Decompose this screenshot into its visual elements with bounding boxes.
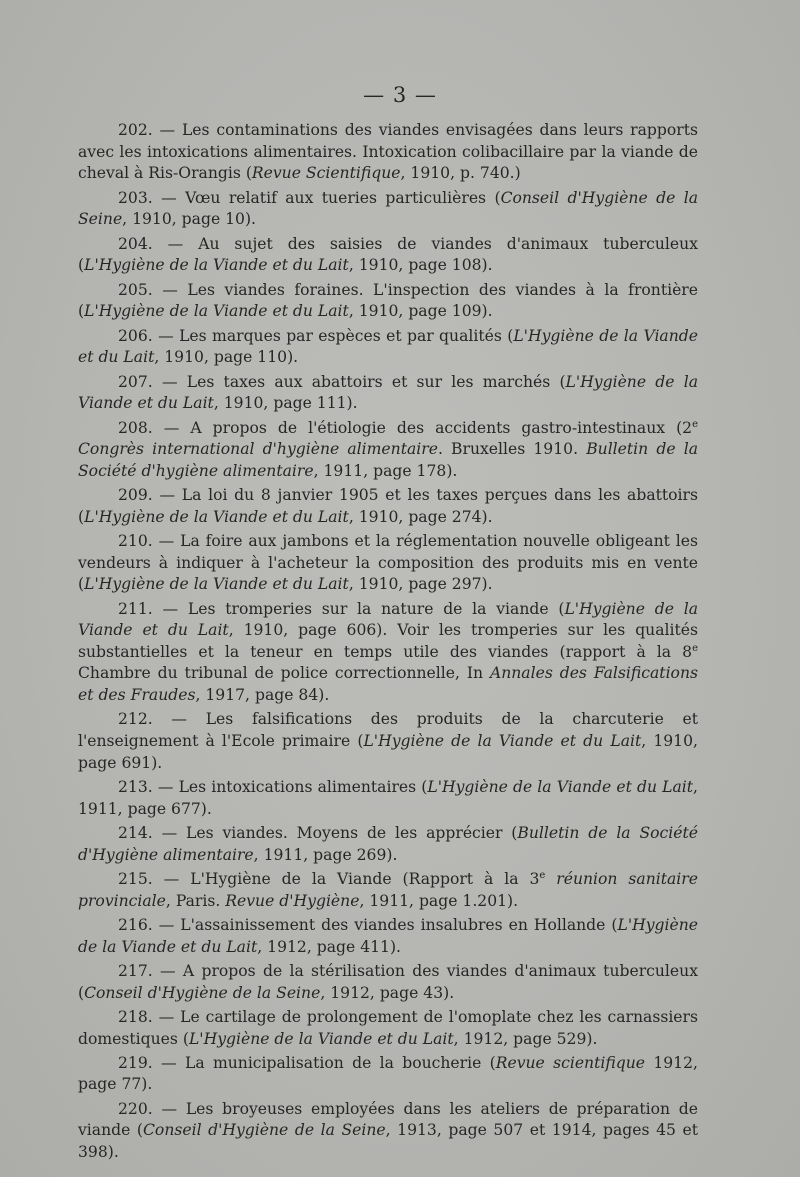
bibliography-entry — [78, 120, 698, 185]
entry-text: — Les marques par espèces et par qualités ( — [152, 326, 514, 345]
entry-text: , 1910, page 108). — [348, 256, 493, 275]
entry-text: — Au sujet des saisies de viandes d'animaux tuberculeux ( — [78, 234, 698, 275]
bibliography-entry — [78, 961, 698, 1004]
entry-number: 210. — [118, 532, 153, 551]
bibliography-entry — [78, 234, 698, 277]
entry-text: — Les viandes foraines. L'inspection des viandes à la frontière ( — [78, 280, 698, 321]
bibliography-entry — [78, 823, 698, 866]
entry-text: — Les taxes aux abattoirs et sur les marchés ( — [152, 372, 566, 391]
entry-number: 209. — [118, 486, 153, 505]
entry-source-title: Conseil d'Hygiène de la Seine — [78, 188, 698, 229]
bibliography-entry — [78, 485, 698, 528]
entry-text: — La municipalisation de la boucherie ( — [152, 1053, 496, 1072]
entry-text: — Les contaminations des viandes envisagées dans leurs rapports avec les intoxications alimentaires. Intoxication colibacillaire par la viande de cheval à Ris-Orangis ( — [78, 121, 698, 183]
entry-text: — Le cartilage de prolongement de l'omoplate chez les carnassiers domestiques ( — [78, 1007, 698, 1048]
entry-source-title: L'Hygiène de la Viande et du Lait — [84, 575, 349, 594]
entry-number: 215. — [118, 869, 153, 888]
entry-text: . Bruxelles 1910. — [437, 440, 587, 459]
entry-source-title: Annales des Falsifications et des Fraudes — [78, 664, 698, 705]
entry-number: 202. — [118, 121, 153, 139]
entry-text: — L'Hygiène de la Viande (Rapport à la 3 — [152, 869, 540, 888]
entry-source-title: L'Hygiène de la Viande et du Lait — [78, 372, 698, 413]
entry-source-title: Revue d'Hygiène — [225, 891, 360, 910]
entry-text: , 1910, p. 740.) — [400, 164, 521, 183]
entry-text: , 1910, page 691). — [78, 732, 698, 772]
entry-text: , 1911, page 1.201). — [359, 891, 519, 910]
bibliography-entry — [78, 531, 698, 596]
entry-source-title: L'Hygiène de la Viande et du Lait — [78, 915, 698, 956]
entry-text: — Les broyeuses employées dans les ateliers de préparation de viande ( — [78, 1099, 698, 1140]
bibliography-list — [78, 120, 698, 1166]
entry-text: , 1912, page 411). — [257, 937, 401, 956]
bibliography-entry — [78, 372, 698, 415]
entry-text: , 1910, page 110). — [154, 348, 299, 367]
entry-source-title: Conseil d'Hygiène de la Seine — [143, 1121, 386, 1140]
entry-source-title: L'Hygiène de la Viande et du Lait — [363, 732, 642, 750]
entry-text: 1912, page 77). — [78, 1053, 698, 1094]
entry-source-title: Revue Scientifique — [251, 164, 401, 183]
entry-text: — A propos de l'étiologie des accidents gastro-intestinaux (2 — [152, 418, 693, 437]
entry-number: 213. — [118, 777, 153, 796]
entry-text: , 1910, page 606). Voir les tromperies sur les qualités substantielles et la teneur en temps utile des viandes (rapport à la 8 — [78, 621, 698, 661]
entry-text: — Vœu relatif aux tueries particulières ( — [152, 188, 501, 207]
entry-superscript: e — [692, 642, 698, 654]
entry-text — [545, 870, 556, 888]
entry-source-title: L'Hygiène de la Viande et du Lait — [78, 599, 698, 640]
entry-number: 214. — [118, 823, 153, 842]
entry-number: 217. — [118, 961, 153, 980]
entry-text: , 1913, page 507 et 1914, pages 45 et 398). — [78, 1121, 698, 1162]
entry-text: , 1912, page 43). — [320, 983, 455, 1002]
entry-source-title: Bulletin de la Société d'Hygiène alimentaire — [78, 823, 698, 864]
entry-source-title: L'Hygiène de la Viande et du Lait — [78, 326, 698, 367]
bibliography-entry — [78, 326, 698, 369]
entry-number: 203. — [118, 188, 153, 207]
bibliography-entry — [78, 188, 698, 231]
bibliography-entry — [78, 418, 698, 483]
page-number: — 3 — — [363, 83, 437, 107]
entry-text: Chambre du tribunal de police correctionnelle, In — [78, 664, 490, 683]
entry-source-title: Bulletin de la Société d'hygiène alimentaire — [78, 440, 698, 480]
entry-source-title: Revue scientifique — [495, 1053, 646, 1072]
entry-number: 211. — [118, 599, 153, 618]
entry-text: , 1912, page 529). — [453, 1029, 598, 1048]
entry-text: , 1910, page 10). — [122, 210, 257, 229]
entry-source-title: réunion sanitaire provinciale — [78, 869, 698, 910]
bibliography-entry — [78, 915, 698, 958]
entry-text: , 1917, page 84). — [195, 686, 330, 705]
entry-text: — Les intoxications alimentaires ( — [152, 777, 428, 796]
entry-source-title: L'Hygiène de la Viande et du Lait — [84, 256, 349, 275]
bibliography-entry — [78, 709, 698, 774]
entry-text: — Les tromperies sur la nature de la viande ( — [152, 599, 565, 618]
entry-number: 216. — [118, 915, 153, 934]
entry-text: — A propos de la stérilisation des viandes d'animaux tuberculeux ( — [78, 961, 698, 1002]
bibliography-entry — [78, 869, 698, 912]
bibliography-entry — [78, 599, 698, 707]
entry-text: , 1910, page 109). — [348, 302, 493, 321]
entry-text: , 1911, page 677). — [78, 777, 698, 818]
entry-text: , Paris. — [165, 891, 226, 910]
entry-text: — Les falsifications des produits de la charcuterie et l'enseignement à l'Ecole primaire ( — [78, 710, 698, 750]
entry-source-title: L'Hygiène de la Viande et du Lait — [188, 1029, 454, 1048]
entry-number: 212. — [118, 710, 153, 729]
entry-number: 218. — [118, 1007, 153, 1026]
entry-number: 207. — [118, 372, 153, 391]
entry-superscript: e — [692, 418, 698, 430]
entry-number: 208. — [118, 418, 153, 437]
entry-number: 204. — [118, 234, 153, 253]
entry-number: 219. — [118, 1053, 153, 1072]
bibliography-entry — [78, 1053, 698, 1096]
entry-text: , 1910, page 274). — [348, 507, 493, 526]
entry-text: — Les viandes. Moyens de les apprécier ( — [152, 823, 518, 842]
entry-text: , 1911, page 178). — [313, 461, 458, 480]
entry-source-title: L'Hygiène de la Viande et du Lait — [84, 302, 349, 321]
entry-superscript: e — [539, 869, 546, 881]
entry-number: 205. — [118, 280, 153, 299]
entry-text: — La foire aux jambons et la réglementation nouvelle obligeant les vendeurs à indiquer à l'acheteur la composition des produits mis en vente ( — [78, 532, 698, 594]
bibliography-entry — [78, 280, 698, 323]
bibliography-entry — [78, 1099, 698, 1164]
entry-source-title: Conseil d'Hygiène de la Seine — [84, 983, 321, 1002]
entry-number: 220. — [118, 1099, 153, 1118]
bibliography-entry — [78, 1007, 698, 1050]
entry-source-title: L'Hygiène de la Viande et du Lait — [427, 777, 694, 796]
entry-text: — L'assainissement des viandes insalubres en Hollande ( — [152, 915, 618, 934]
entry-text: — La loi du 8 janvier 1905 et les taxes perçues dans les abattoirs ( — [78, 486, 698, 526]
entry-text: , 1910, page 111). — [213, 394, 358, 413]
entry-text: , 1911, page 269). — [253, 845, 398, 864]
entry-source-title: L'Hygiène de la Viande et du Lait — [84, 507, 349, 526]
entry-text: , 1910, page 297). — [348, 575, 493, 594]
entry-number: 206. — [118, 326, 153, 345]
entry-source-title: Congrès international d'hygiène alimentaire — [78, 440, 438, 459]
bibliography-entry — [78, 777, 698, 820]
